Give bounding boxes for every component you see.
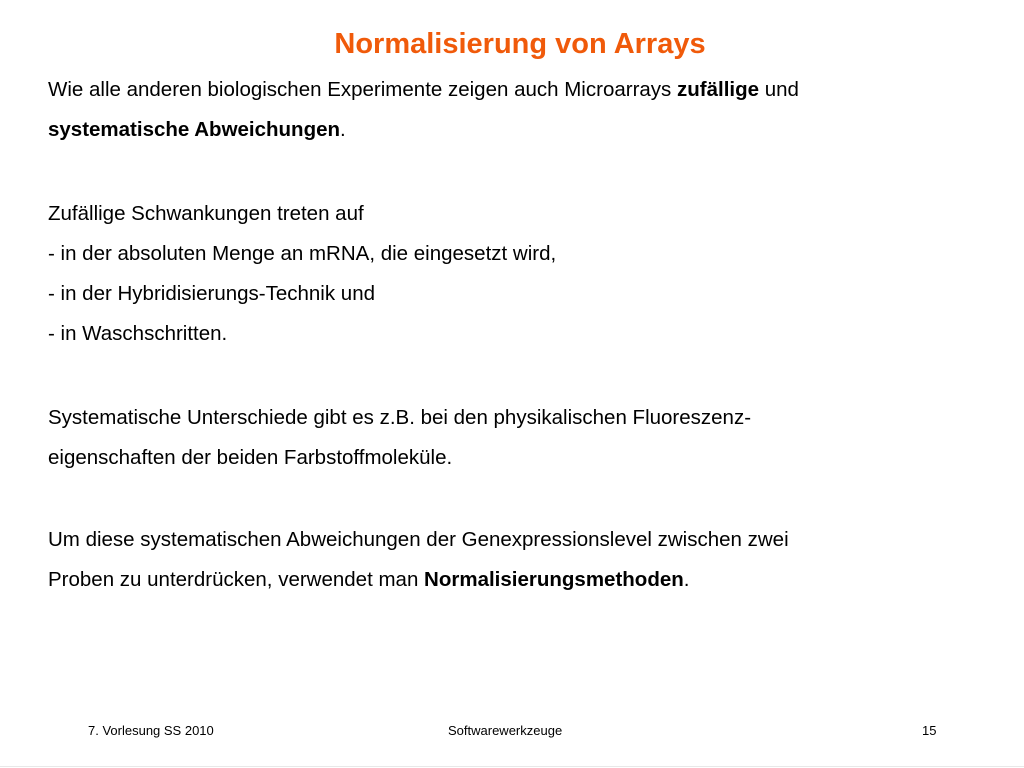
bottom-divider bbox=[0, 766, 1024, 767]
systematic-line-1: Systematische Unterschiede gibt es z.B. bei den physikalischen Fluoreszenz- bbox=[48, 406, 752, 429]
paragraph-random-fluctuations bbox=[48, 194, 998, 354]
paragraph-systematic-differences bbox=[48, 398, 998, 478]
paragraph-intro bbox=[48, 70, 998, 150]
random-heading: Zufällige Schwankungen treten auf bbox=[48, 202, 364, 225]
random-item-mrna: - in der absoluten Menge an mRNA, die eingesetzt wird, bbox=[48, 242, 557, 265]
random-item-hybridization: - in der Hybridisierungs-Technik und bbox=[48, 282, 376, 305]
footer-page-number: 15 bbox=[922, 723, 937, 738]
normalization-bold-methods: Normalisierungsmethoden bbox=[424, 568, 684, 591]
random-item-washing: - in Waschschritten. bbox=[48, 322, 228, 345]
intro-bold-random: zufällige bbox=[677, 78, 760, 101]
spacer bbox=[48, 150, 998, 194]
systematic-line-2: eigenschaften der beiden Farbstoffmoleküle. bbox=[48, 446, 453, 469]
normalization-line-2: Proben zu unterdrücken, verwendet man bbox=[48, 568, 425, 591]
intro-text: Wie alle anderen biologischen Experimente zeigen auch Microarrays bbox=[48, 78, 677, 101]
intro-bold-systematic: systematische Abweichungen bbox=[48, 118, 341, 141]
paragraph-normalization bbox=[48, 520, 998, 600]
spacer bbox=[48, 354, 998, 398]
intro-text-and: und bbox=[759, 78, 799, 101]
intro-period: . bbox=[340, 118, 346, 141]
slide-title: Normalisierung von Arrays bbox=[334, 28, 706, 60]
normalization-period: . bbox=[683, 568, 690, 591]
normalization-line-1: Um diese systematischen Abweichungen der Genexpressionslevel zwischen zwei bbox=[48, 528, 789, 551]
footer-course: Softwarewerkzeuge bbox=[448, 723, 563, 738]
footer-lecture: 7. Vorlesung SS 2010 bbox=[88, 723, 214, 738]
spacer bbox=[48, 478, 998, 520]
slide-body bbox=[48, 70, 998, 600]
